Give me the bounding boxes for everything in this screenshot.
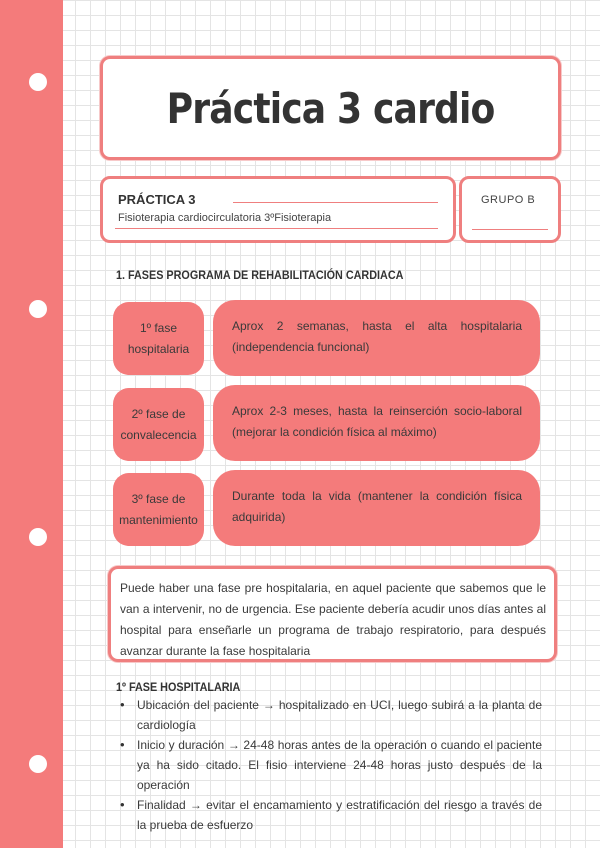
phase-3-label: 3º fase de mantenimiento	[113, 473, 204, 546]
list-item: • Ubicación del paciente → hospitalizado en UCI, luego subirá a la planta de cardiología	[116, 695, 542, 735]
phase-1-label: 1º fase hospitalaria	[113, 302, 204, 375]
underline	[472, 229, 548, 230]
title-card	[100, 56, 561, 160]
pre-hospital-note: Puede haber una fase pre hospitalaria, en aquel paciente que sabemos que le van a intervenir, no de urgencia. Ese paciente debería acudir unos días antes al hospital para enseñarle un programa de trabajo respiratorio, para después avanzar durante la fase hospitalaria	[108, 566, 557, 662]
list-item: • Inicio y duración → 24-48 horas antes de la operación o cuando el paciente ya ha sido citado. El fisio interviene 24-48 horas justo después de la operación	[116, 735, 542, 795]
practice-info-card	[100, 176, 456, 243]
underline	[115, 228, 438, 229]
binder-hole	[29, 300, 47, 318]
binder-hole	[29, 528, 47, 546]
group-label: GRUPO B	[481, 194, 536, 206]
binder-hole	[29, 73, 47, 91]
phase-3-description: Durante toda la vida (mantener la condición física adquirida)	[213, 470, 540, 546]
list-item: • Finalidad → evitar el encamamiento y estratificación del riesgo a través de la prueba de esfuerzo	[116, 795, 542, 835]
hospital-phase-list	[116, 695, 542, 835]
section-heading-phases: 1. FASES PROGRAMA DE REHABILITACIÓN CARDIACA	[116, 268, 404, 282]
underline	[233, 202, 438, 203]
binder-hole	[29, 755, 47, 773]
binder-strip	[0, 0, 63, 848]
phase-1-description: Aprox 2 semanas, hasta el alta hospitalaria (independencia funcional)	[213, 300, 540, 376]
group-card	[459, 176, 561, 243]
phase-2-label: 2º fase de convalecencia	[113, 388, 204, 461]
page-title: Práctica 3 cardio	[166, 83, 495, 133]
subject-label: Fisioterapia cardiocirculatoria 3ºFisioterapia	[118, 212, 332, 224]
practice-label: PRÁCTICA 3	[118, 192, 196, 207]
phase-2-description: Aprox 2-3 meses, hasta la reinserción socio-laboral (mejorar la condición física al máximo)	[213, 385, 540, 461]
section-heading-hospital-phase: 1º FASE HOSPITALARIA	[116, 680, 241, 694]
